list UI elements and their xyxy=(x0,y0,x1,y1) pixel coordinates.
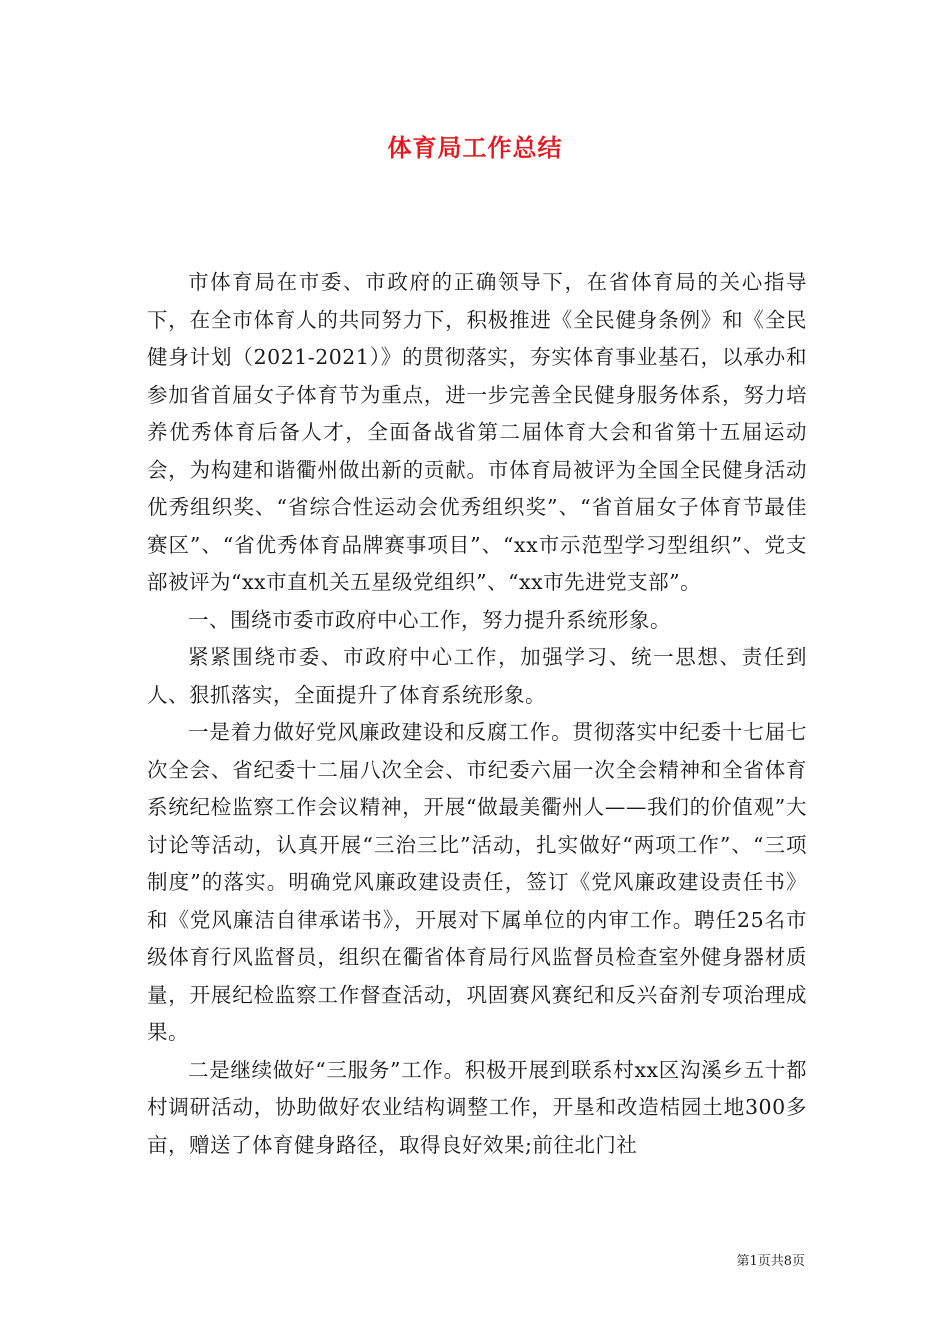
page-number-label: 第1页共8页 xyxy=(736,1254,805,1269)
document-title: 体育局工作总结 xyxy=(387,134,563,162)
paragraph-three-services: 二是继续做好“三服务”工作。积极开展到联系村xx区沟溪乡五十都村调研活动，协助做好农业结构调整工作，开垦和改造桔园土地300多亩，赠送了体育健身路径，取得良好效果;前往北门社 xyxy=(147,1057,807,1157)
section-heading-1: 一、围绕市委市政府中心工作，努力提升系统形象。 xyxy=(188,607,671,632)
paragraph-section-1-summary: 紧紧围绕市委、市政府中心工作，加强学习、统一思想、责任到人、狠抓落实，全面提升了体育系统形象。 xyxy=(147,645,807,707)
paragraph-intro: 市体育局在市委、市政府的正确领导下，在省体育局的关心指导下，在全市体育人的共同努力下，积极推进《全民健身条例》和《全民健身计划（2021-2021）》的贯彻落实，夯实体育事业基石，以承办和参加省首届女子体育节为重点，进一步完善全民健身服务体系，努力培养优秀体育后备人才，全面备战省第二届体育大会和省第十五届运动会，为构建和谐衢州做出新的贡献。市体育局被评为全国全民健身活动优秀组织奖、“省综合性运动会优秀组织奖”、“省首届女子体育节最佳赛区”、“省优秀体育品牌赛事项目”、“xx市示范型学习型组织”、党支部被评为“xx市直机关五星级党组织”、“xx市先进党支部”。 xyxy=(147,270,807,594)
paragraph-party-conduct: 一是着力做好党风廉政建设和反腐工作。贯彻落实中纪委十七届七次全会、省纪委十二届八次全会、市纪委六届一次全会精神和全省体育系统纪检监察工作会议精神，开展“做最美衢州人——我们的价值观”大讨论等活动，认真开展“三治三比”活动，扎实做好“两项工作”、“三项制度”的落实。明确党风廉政建设责任，签订《党风廉政建设责任书》和《党风廉洁自律承诺书》，开展对下属单位的内审工作。聘任25名市级体育行风监督员，组织在衢省体育局行风监督员检查室外健身器材质量，开展纪检监察工作督查活动，巩固赛风赛纪和反兴奋剂专项治理成果。 xyxy=(147,720,807,1044)
document-body xyxy=(147,264,807,1164)
page-number-footer xyxy=(736,1250,805,1269)
